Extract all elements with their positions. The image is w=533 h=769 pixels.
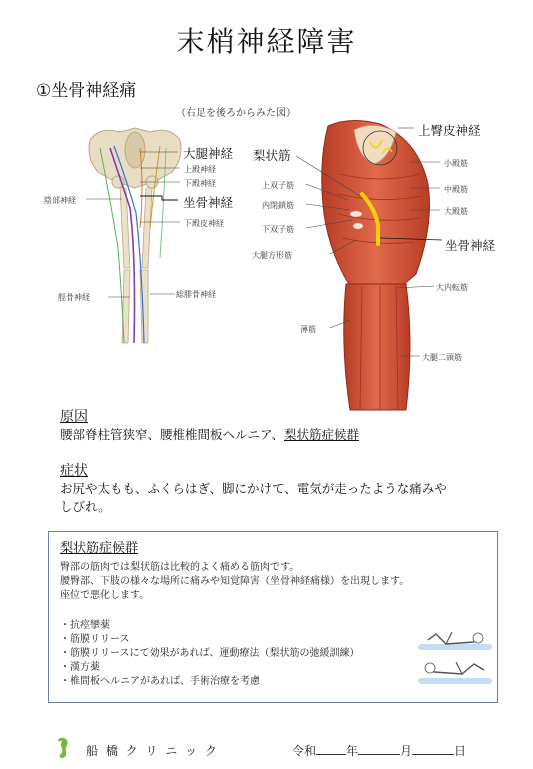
label-posterior-cutaneous-nerve: 下殿皮神経 — [184, 219, 224, 228]
cause-text-main: 腰部脊柱管狭窄、腰椎椎間板ヘルニア、 — [60, 427, 285, 442]
label-superior-cluneal-nerve: 上臀皮神経 — [418, 123, 481, 138]
cause-text — [60, 426, 359, 444]
label-gemellus-inferior: 下双子筋 — [262, 225, 294, 234]
box-line: 臀部の筋肉では梨状筋は比較的よく痛める筋肉です。 — [60, 562, 300, 573]
label-femoral-nerve: 大腿神経 — [183, 146, 234, 161]
symptoms-line-1: お尻や太もも、ふくらはぎ、脚にかけて、電気が走ったような痛みや — [60, 481, 447, 496]
day-blank — [412, 742, 454, 755]
label-gracilis: 薄筋 — [300, 325, 316, 334]
label-common-peroneal-nerve: 総腓骨神経 — [176, 290, 216, 299]
year-blank — [316, 742, 346, 755]
stretch-exercise-illustration — [416, 626, 494, 692]
box-line: 座位で悪化します。 — [60, 590, 150, 601]
box-title: 梨状筋症候群 — [60, 541, 139, 556]
box-description — [60, 561, 409, 603]
list-item: ・椎間板ヘルニアがあれば、手術治療を考慮 — [60, 676, 260, 687]
box-line: 腰臀部、下肢の様々な場所に痛みや知覚障害（坐骨神経痛様）を出現します。 — [60, 576, 410, 587]
day-label: 日 — [454, 744, 467, 758]
list-item: ・漢方薬 — [60, 662, 100, 673]
section-subtitle: ①坐骨神経痛 — [36, 81, 137, 101]
era-label: 令和 — [292, 744, 317, 758]
label-obturator-internus: 内閉鎖筋 — [262, 201, 294, 210]
label-tibial-nerve: 脛骨神経 — [58, 293, 90, 302]
date-line — [292, 742, 466, 759]
list-item: ・抗痙攣薬 — [60, 620, 110, 631]
label-inferior-gluteal-nerve: 下殿神経 — [184, 179, 216, 188]
label-sciatic-nerve-left: 坐骨神経 — [183, 195, 234, 210]
label-gemellus-superior: 上双子筋 — [262, 181, 294, 190]
label-biceps-femoris: 大腿二頭筋 — [422, 353, 462, 362]
list-item: ・筋膜リリース — [60, 634, 130, 645]
list-item: ・筋膜リリースにて効果があれば、運動療法（梨状筋の弛緩訓練） — [60, 648, 360, 659]
clinic-name: 船 橋 ク リ ニ ッ ク — [86, 744, 219, 758]
label-pudendal-nerve: 陰部神経 — [44, 196, 76, 205]
year-label: 年 — [346, 744, 359, 758]
month-label: 月 — [400, 744, 413, 758]
label-piriformis: 梨状筋 — [253, 148, 291, 163]
label-gluteus-maximus: 大殿筋 — [444, 207, 468, 216]
label-superior-gluteal-nerve: 上殿神経 — [184, 165, 216, 174]
figure-note: （右足を後ろからみた図） — [176, 108, 296, 119]
label-gluteus-medius: 中殿筋 — [444, 185, 468, 194]
label-gluteus-minimus: 小殿筋 — [444, 159, 468, 168]
treatment-list — [60, 619, 360, 689]
cause-heading: 原因 — [60, 409, 88, 425]
symptoms-heading: 症状 — [60, 463, 88, 479]
label-adductor-magnus: 大内転筋 — [436, 283, 468, 292]
cause-text-link: 梨状筋症候群 — [284, 427, 360, 442]
symptoms-line-2: しびれ。 — [60, 499, 111, 514]
label-sciatic-nerve-right: 坐骨神経 — [445, 238, 496, 253]
month-blank — [358, 742, 400, 755]
seahorse-logo-icon — [56, 736, 70, 760]
label-quadratus-femoris: 大腿方形筋 — [252, 251, 292, 260]
page-title: 末梢神経障害 — [176, 25, 357, 58]
